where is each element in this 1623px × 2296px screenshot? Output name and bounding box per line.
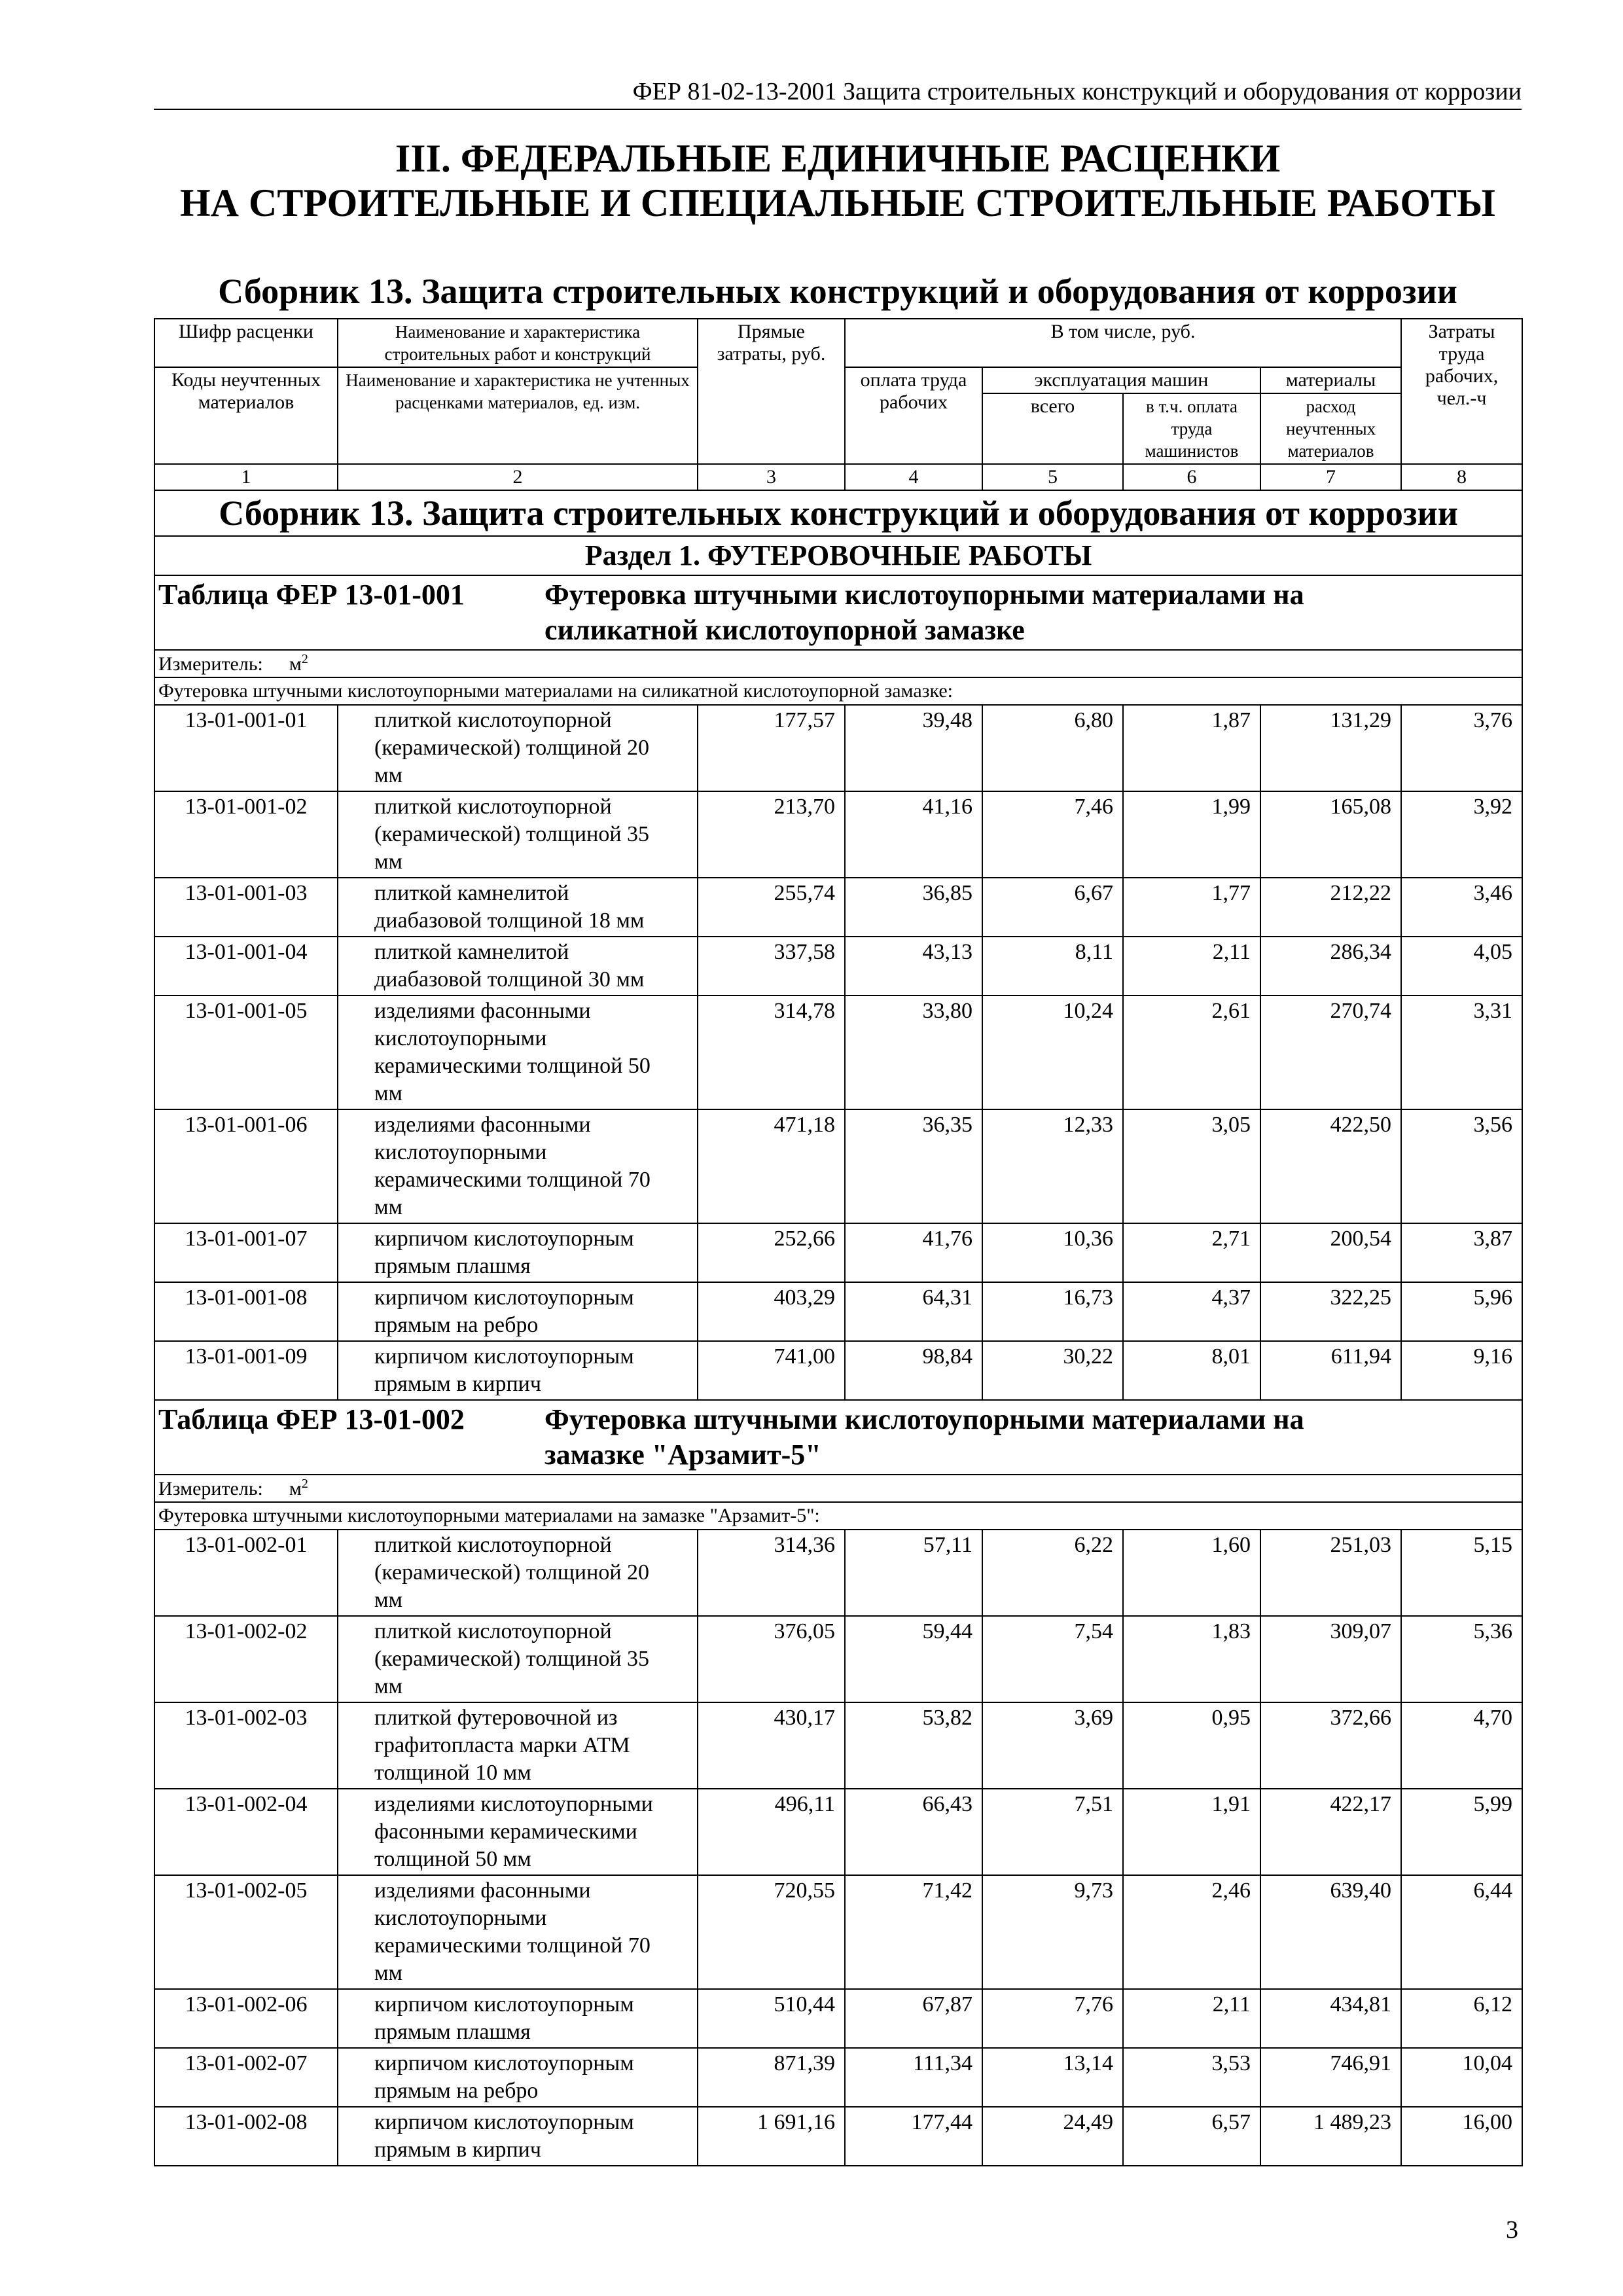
labor-pay: 36,85 xyxy=(845,878,982,937)
rate-name xyxy=(338,705,698,791)
column-number: 7 xyxy=(1260,464,1401,490)
main-title-line-2: НА СТРОИТЕЛЬНЫЕ И СПЕЦИАЛЬНЫЕ СТРОИТЕЛЬНЫЕ РАБОТЫ xyxy=(180,181,1495,224)
materials-cost: 131,29 xyxy=(1260,705,1401,791)
rate-name xyxy=(338,878,698,937)
direct-cost: 471,18 xyxy=(698,1109,845,1223)
machines-pay: 1,77 xyxy=(1123,878,1260,937)
machines-pay: 1,60 xyxy=(1123,1530,1260,1616)
header-machines-total: всего xyxy=(982,393,1123,464)
page-number: 3 xyxy=(1506,2216,1518,2244)
rate-name xyxy=(338,2107,698,2166)
table-row xyxy=(154,1702,1522,1789)
table-row xyxy=(154,2048,1522,2107)
rate-name-line: керамическими толщиной 70 xyxy=(374,1933,651,1958)
column-number: 2 xyxy=(338,464,698,490)
rate-name xyxy=(338,1223,698,1282)
rate-code: 13-01-002-02 xyxy=(154,1616,338,1702)
machines-pay: 2,11 xyxy=(1123,937,1260,996)
machines-pay: 2,61 xyxy=(1123,996,1260,1109)
rate-name-line: кирпичом кислотоупорным xyxy=(374,2051,634,2075)
collection-row xyxy=(154,490,1522,536)
labor-pay: 43,13 xyxy=(845,937,982,996)
rate-name-line: графитопласта марки АТМ xyxy=(374,1733,630,1757)
rate-code: 13-01-002-04 xyxy=(154,1789,338,1875)
table-name-line: Футеровка штучными кислотоупорными материалами на xyxy=(544,579,1304,611)
header-name-unaccounted: Наименование и характеристика не учтенных расценками материалов, ед. изм. xyxy=(338,367,698,464)
table-row xyxy=(154,1109,1522,1223)
table-name xyxy=(544,577,1448,648)
materials-cost: 165,08 xyxy=(1260,791,1401,878)
rate-code: 13-01-001-09 xyxy=(154,1341,338,1400)
machines-total: 12,33 xyxy=(982,1109,1123,1223)
group-row xyxy=(154,1502,1522,1530)
section-title: Раздел 1. ФУТЕРОВОЧНЫЕ РАБОТЫ xyxy=(154,536,1522,575)
section-row xyxy=(154,536,1522,575)
table-row xyxy=(154,937,1522,996)
header-row-1 xyxy=(154,319,1522,367)
materials-cost: 434,81 xyxy=(1260,1989,1401,2048)
labor-hours: 4,70 xyxy=(1401,1702,1522,1789)
rate-name xyxy=(338,1789,698,1875)
materials-cost: 639,40 xyxy=(1260,1875,1401,1989)
table-code: Таблица ФЕР 13-01-002 xyxy=(158,1403,465,1435)
rate-name xyxy=(338,1341,698,1400)
header-including: В том числе, руб. xyxy=(845,319,1401,367)
measure-unit: м xyxy=(289,653,302,675)
measure xyxy=(154,650,1522,677)
machines-total: 16,73 xyxy=(982,1282,1123,1341)
main-title xyxy=(154,136,1522,225)
rate-name-line: мм xyxy=(374,850,403,874)
machines-pay: 0,95 xyxy=(1123,1702,1260,1789)
rate-name-line: прямым в кирпич xyxy=(374,1372,541,1396)
materials-cost: 309,07 xyxy=(1260,1616,1401,1702)
machines-pay: 6,57 xyxy=(1123,2107,1260,2166)
labor-pay: 98,84 xyxy=(845,1341,982,1400)
rate-code: 13-01-002-07 xyxy=(154,2048,338,2107)
rate-name-line: прямым на ребро xyxy=(374,2079,539,2103)
table-name-line: Футеровка штучными кислотоупорными материалами на xyxy=(544,1403,1304,1435)
rate-name-line: прямым плашмя xyxy=(374,2020,531,2044)
table-row xyxy=(154,1530,1522,1616)
measure-exponent: 2 xyxy=(301,652,308,666)
rate-name-line: мм xyxy=(374,1588,403,1612)
header-machines: эксплуатация машин xyxy=(982,367,1260,393)
direct-cost: 430,17 xyxy=(698,1702,845,1789)
table-row xyxy=(154,791,1522,878)
rate-name xyxy=(338,1875,698,1989)
direct-cost: 177,57 xyxy=(698,705,845,791)
materials-cost: 372,66 xyxy=(1260,1702,1401,1789)
rate-name-line: (керамической) толщиной 35 xyxy=(374,1647,650,1671)
rate-name xyxy=(338,1989,698,2048)
labor-pay: 41,76 xyxy=(845,1223,982,1282)
materials-cost: 212,22 xyxy=(1260,878,1401,937)
labor-pay: 36,35 xyxy=(845,1109,982,1223)
rate-name-line: изделиями фасонными xyxy=(374,1113,591,1137)
table-heading xyxy=(154,575,1522,650)
measure-unit: м xyxy=(289,1478,302,1499)
rate-code: 13-01-002-05 xyxy=(154,1875,338,1989)
machines-total: 8,11 xyxy=(982,937,1123,996)
table-heading-row xyxy=(154,1400,1522,1475)
header-code: Шифр расценки xyxy=(154,319,338,367)
main-title-line-1: III. ФЕДЕРАЛЬНЫЕ ЕДИНИЧНЫЕ РАСЦЕНКИ xyxy=(395,137,1281,180)
labor-pay: 177,44 xyxy=(845,2107,982,2166)
direct-cost: 1 691,16 xyxy=(698,2107,845,2166)
table-row xyxy=(154,1282,1522,1341)
rate-name-line: мм xyxy=(374,1081,403,1105)
labor-hours: 5,96 xyxy=(1401,1282,1522,1341)
group-caption: Футеровка штучными кислотоупорными материалами на силикатной кислотоупорной замазке: xyxy=(154,677,1522,705)
labor-pay: 66,43 xyxy=(845,1789,982,1875)
rate-name-line: мм xyxy=(374,1195,403,1219)
rate-name-line: плиткой кислотоупорной xyxy=(374,708,612,732)
rate-name-line: (керамической) толщиной 35 xyxy=(374,822,650,846)
header-direct: Прямые затраты, руб. xyxy=(698,319,845,464)
machines-pay: 1,87 xyxy=(1123,705,1260,791)
column-number: 1 xyxy=(154,464,338,490)
rate-name xyxy=(338,791,698,878)
column-number: 5 xyxy=(982,464,1123,490)
measure-label: Измеритель: xyxy=(158,653,263,675)
labor-hours: 3,92 xyxy=(1401,791,1522,878)
labor-hours: 4,05 xyxy=(1401,937,1522,996)
rate-name-line: кирпичом кислотоупорным xyxy=(374,1285,634,1310)
direct-cost: 496,11 xyxy=(698,1789,845,1875)
rate-name xyxy=(338,1702,698,1789)
machines-total: 7,54 xyxy=(982,1616,1123,1702)
labor-hours: 3,31 xyxy=(1401,996,1522,1109)
rate-name xyxy=(338,1109,698,1223)
rate-name xyxy=(338,996,698,1109)
rate-name-line: плиткой кислотоупорной xyxy=(374,1533,612,1557)
table-row xyxy=(154,1616,1522,1702)
rate-name xyxy=(338,1282,698,1341)
measure-exponent: 2 xyxy=(301,1477,308,1491)
table-heading-row xyxy=(154,575,1522,650)
rate-name-line: диабазовой толщиной 18 мм xyxy=(374,908,645,933)
direct-cost: 314,78 xyxy=(698,996,845,1109)
header-materials-expense: расход неучтенных материалов xyxy=(1260,393,1401,464)
table-row xyxy=(154,705,1522,791)
labor-hours: 6,44 xyxy=(1401,1875,1522,1989)
materials-cost: 286,34 xyxy=(1260,937,1401,996)
machines-total: 6,22 xyxy=(982,1530,1123,1616)
header-materials: материалы xyxy=(1260,367,1401,393)
labor-hours: 3,76 xyxy=(1401,705,1522,791)
machines-pay: 1,83 xyxy=(1123,1616,1260,1702)
rate-code: 13-01-002-06 xyxy=(154,1989,338,2048)
table-name-line: замазке "Арзамит-5" xyxy=(544,1439,821,1471)
direct-cost: 741,00 xyxy=(698,1341,845,1400)
materials-cost: 611,94 xyxy=(1260,1341,1401,1400)
materials-cost: 746,91 xyxy=(1260,2048,1401,2107)
group-caption: Футеровка штучными кислотоупорными материалами на замазке "Арзамит-5": xyxy=(154,1502,1522,1530)
table-row xyxy=(154,1341,1522,1400)
rate-code: 13-01-001-06 xyxy=(154,1109,338,1223)
column-number: 4 xyxy=(845,464,982,490)
materials-cost: 251,03 xyxy=(1260,1530,1401,1616)
direct-cost: 213,70 xyxy=(698,791,845,878)
table-row xyxy=(154,1789,1522,1875)
rate-name-line: плиткой кислотоупорной xyxy=(374,795,612,819)
rate-code: 13-01-001-02 xyxy=(154,791,338,878)
materials-cost: 200,54 xyxy=(1260,1223,1401,1282)
rate-name xyxy=(338,2048,698,2107)
labor-hours: 16,00 xyxy=(1401,2107,1522,2166)
direct-cost: 403,29 xyxy=(698,1282,845,1341)
rate-code: 13-01-001-01 xyxy=(154,705,338,791)
labor-pay: 67,87 xyxy=(845,1989,982,2048)
rate-code: 13-01-001-07 xyxy=(154,1223,338,1282)
labor-hours: 3,87 xyxy=(1401,1223,1522,1282)
table-name xyxy=(544,1402,1448,1473)
rate-code: 13-01-001-03 xyxy=(154,878,338,937)
direct-cost: 720,55 xyxy=(698,1875,845,1989)
machines-total: 10,24 xyxy=(982,996,1123,1109)
machines-total: 7,51 xyxy=(982,1789,1123,1875)
labor-pay: 41,16 xyxy=(845,791,982,878)
machines-pay: 1,91 xyxy=(1123,1789,1260,1875)
rate-name-line: кислотоупорными xyxy=(374,1026,547,1050)
machines-pay: 3,53 xyxy=(1123,2048,1260,2107)
rate-code: 13-01-001-04 xyxy=(154,937,338,996)
rate-name-line: керамическими толщиной 70 xyxy=(374,1168,651,1192)
measure-row xyxy=(154,650,1522,677)
rate-name-line: толщиной 10 мм xyxy=(374,1761,531,1785)
rate-code: 13-01-002-01 xyxy=(154,1530,338,1616)
labor-hours: 6,12 xyxy=(1401,1989,1522,2048)
materials-cost: 422,50 xyxy=(1260,1109,1401,1223)
direct-cost: 376,05 xyxy=(698,1616,845,1702)
machines-total: 7,76 xyxy=(982,1989,1123,2048)
collection-row-title: Сборник 13. Защита строительных конструкций и оборудования от коррозии xyxy=(154,490,1522,536)
running-head: ФЕР 81-02-13-2001 Защита строительных конструкций и оборудования от коррозии xyxy=(154,77,1522,110)
rate-name-line: кислотоупорными xyxy=(374,1906,547,1930)
labor-pay: 71,42 xyxy=(845,1875,982,1989)
machines-pay: 2,46 xyxy=(1123,1875,1260,1989)
materials-cost: 270,74 xyxy=(1260,996,1401,1109)
machines-pay: 3,05 xyxy=(1123,1109,1260,1223)
labor-hours: 9,16 xyxy=(1401,1341,1522,1400)
rate-name xyxy=(338,937,698,996)
rate-name-line: мм xyxy=(374,763,403,787)
collection-title: Сборник 13. Защита строительных конструкций и оборудования от коррозии xyxy=(218,272,1457,311)
rate-name-line: кирпичом кислотоупорным xyxy=(374,1992,634,2017)
rate-name-line: мм xyxy=(374,1961,403,1985)
labor-hours: 10,04 xyxy=(1401,2048,1522,2107)
direct-cost: 337,58 xyxy=(698,937,845,996)
labor-hours: 5,99 xyxy=(1401,1789,1522,1875)
header-machines-pay: в т.ч. оплата труда машинистов xyxy=(1123,393,1260,464)
rate-name-line: изделиями фасонными xyxy=(374,999,591,1023)
rate-name-line: плиткой кислотоупорной xyxy=(374,1619,612,1643)
machines-total: 6,67 xyxy=(982,878,1123,937)
direct-cost: 252,66 xyxy=(698,1223,845,1282)
labor-pay: 111,34 xyxy=(845,2048,982,2107)
machines-total: 3,69 xyxy=(982,1702,1123,1789)
rate-name-line: кирпичом кислотоупорным xyxy=(374,2110,634,2134)
direct-cost: 871,39 xyxy=(698,2048,845,2107)
rate-name-line: прямым в кирпич xyxy=(374,2138,541,2162)
table-row xyxy=(154,1875,1522,1989)
rate-name-line: плиткой камнелитой xyxy=(374,940,569,964)
machines-pay: 2,71 xyxy=(1123,1223,1260,1282)
rate-name-line: изделиями кислотоупорными xyxy=(374,1792,653,1816)
labor-hours: 3,56 xyxy=(1401,1109,1522,1223)
materials-cost: 322,25 xyxy=(1260,1282,1401,1341)
machines-total: 30,22 xyxy=(982,1341,1123,1400)
rate-code: 13-01-001-05 xyxy=(154,996,338,1109)
machines-total: 7,46 xyxy=(982,791,1123,878)
direct-cost: 314,36 xyxy=(698,1530,845,1616)
table-name-line: силикатной кислотоупорной замазке xyxy=(544,614,1025,646)
rate-name-line: мм xyxy=(374,1674,403,1698)
rate-name-line: плиткой футеровочной из xyxy=(374,1706,618,1730)
rate-name-line: прямым на ребро xyxy=(374,1313,539,1337)
rate-name-line: керамическими толщиной 50 xyxy=(374,1054,651,1078)
rate-name-line: плиткой камнелитой xyxy=(374,881,569,905)
header-codes-unaccounted: Коды неучтенных материалов xyxy=(154,367,338,464)
rate-name-line: фасонными керамическими xyxy=(374,1820,637,1844)
machines-pay: 1,99 xyxy=(1123,791,1260,878)
machines-total: 9,73 xyxy=(982,1875,1123,1989)
rate-code: 13-01-002-08 xyxy=(154,2107,338,2166)
labor-hours: 5,15 xyxy=(1401,1530,1522,1616)
column-number: 3 xyxy=(698,464,845,490)
measure-label: Измеритель: xyxy=(158,1478,263,1499)
table-row xyxy=(154,1989,1522,2048)
machines-total: 10,36 xyxy=(982,1223,1123,1282)
labor-pay: 33,80 xyxy=(845,996,982,1109)
rate-name-line: (керамической) толщиной 20 xyxy=(374,736,650,760)
rate-name-line: кислотоупорными xyxy=(374,1140,547,1164)
header-name: Наименование и характеристика строительных работ и конструкций xyxy=(338,319,698,367)
column-number: 6 xyxy=(1123,464,1260,490)
table-code: Таблица ФЕР 13-01-001 xyxy=(158,579,465,611)
rate-name-line: кирпичом кислотоупорным xyxy=(374,1227,634,1251)
rates-table xyxy=(154,318,1523,2166)
header-labor-pay: оплата труда рабочих xyxy=(845,367,982,464)
machines-pay: 2,11 xyxy=(1123,1989,1260,2048)
direct-cost: 255,74 xyxy=(698,878,845,937)
labor-pay: 64,31 xyxy=(845,1282,982,1341)
labor-pay: 59,44 xyxy=(845,1616,982,1702)
table-row xyxy=(154,1223,1522,1282)
direct-cost: 510,44 xyxy=(698,1989,845,2048)
machines-pay: 4,37 xyxy=(1123,1282,1260,1341)
materials-cost: 1 489,23 xyxy=(1260,2107,1401,2166)
measure-row xyxy=(154,1475,1522,1502)
table-row xyxy=(154,2107,1522,2166)
table-row xyxy=(154,878,1522,937)
machines-total: 24,49 xyxy=(982,2107,1123,2166)
labor-hours: 5,36 xyxy=(1401,1616,1522,1702)
rate-name-line: кирпичом кислотоупорным xyxy=(374,1344,634,1369)
labor-pay: 39,48 xyxy=(845,705,982,791)
rate-code: 13-01-001-08 xyxy=(154,1282,338,1341)
group-row xyxy=(154,677,1522,705)
table-heading xyxy=(154,1400,1522,1475)
rate-name-line: прямым плашмя xyxy=(374,1254,531,1278)
materials-cost: 422,17 xyxy=(1260,1789,1401,1875)
rate-name xyxy=(338,1616,698,1702)
rate-code: 13-01-002-03 xyxy=(154,1702,338,1789)
measure xyxy=(154,1475,1522,1502)
rate-name-line: (керамической) толщиной 20 xyxy=(374,1560,650,1585)
header-labor-cost: Затраты труда рабочих, чел.-ч xyxy=(1401,319,1522,464)
labor-pay: 53,82 xyxy=(845,1702,982,1789)
column-number: 8 xyxy=(1401,464,1522,490)
rate-name-line: диабазовой толщиной 30 мм xyxy=(374,967,645,992)
rate-name xyxy=(338,1530,698,1616)
column-number-row xyxy=(154,464,1522,490)
machines-total: 13,14 xyxy=(982,2048,1123,2107)
table-row xyxy=(154,996,1522,1109)
labor-hours: 3,46 xyxy=(1401,878,1522,937)
rate-name-line: изделиями фасонными xyxy=(374,1878,591,1903)
rate-name-line: толщиной 50 мм xyxy=(374,1847,531,1871)
machines-total: 6,80 xyxy=(982,705,1123,791)
labor-pay: 57,11 xyxy=(845,1530,982,1616)
machines-pay: 8,01 xyxy=(1123,1341,1260,1400)
